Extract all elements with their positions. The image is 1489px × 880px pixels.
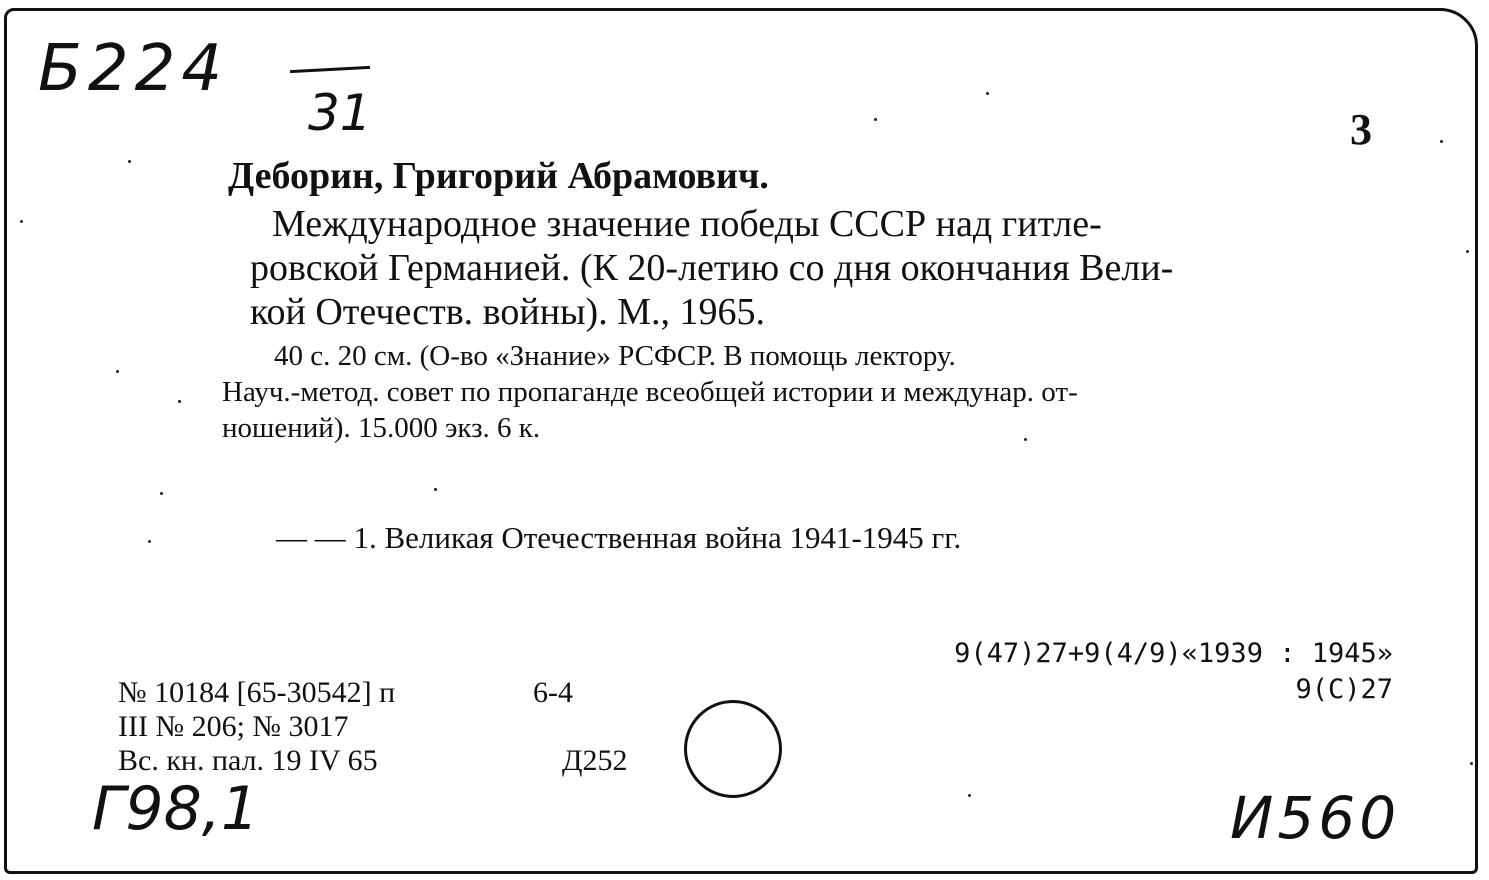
classification-line: 9(С)27: [1295, 674, 1393, 705]
record-line: III № 206; № 3017: [118, 710, 349, 743]
classification-line: 9(47)27+9(4/9)«1939 : 1945»: [954, 638, 1393, 669]
scan-speck: [20, 220, 23, 223]
record-code: 6-4: [533, 676, 573, 709]
description-line: 40 с. 20 см. (О-во «Знание» РСФСР. В помощь лектору.: [274, 340, 956, 372]
d-code: Д252: [562, 744, 628, 777]
scan-speck: [968, 794, 971, 797]
title-line: кой Отечеств. войны). М., 1965.: [250, 291, 766, 333]
author-heading: Деборин, Григорий Абрамович.: [228, 155, 769, 197]
handwritten-shelf-mark-bottom: 31: [308, 84, 372, 142]
scan-speck: [1440, 140, 1443, 143]
record-info: [118, 676, 395, 778]
title-line: Международное значение победы СССР над гитле-: [272, 203, 1102, 245]
handwritten-note-bottom-right: И560: [1230, 784, 1401, 852]
physical-description: [222, 338, 1392, 446]
scan-speck: [128, 160, 131, 163]
scan-speck: [116, 370, 119, 373]
description-line: Науч.-метод. совет по пропаганде всеобщей истории и междунар. от-: [222, 376, 1078, 408]
scan-speck: [874, 118, 877, 121]
handwritten-note-bottom-left: Г98,1: [92, 774, 260, 844]
scan-speck: [178, 400, 181, 403]
scan-speck: [434, 488, 437, 491]
scan-speck: [148, 540, 151, 543]
circle-stamp-mark: [684, 700, 782, 798]
title-block: [250, 202, 1390, 334]
classification-index: [954, 636, 1393, 708]
title-line: ровской Германией. (К 20-летию со дня окончания Вели-: [250, 247, 1174, 289]
scan-speck: [1470, 762, 1473, 765]
record-line: Вс. кн. пал. 19 IV 65: [118, 744, 378, 777]
scan-speck: [1466, 250, 1469, 253]
scan-speck: [1024, 438, 1027, 441]
scan-speck: [986, 92, 989, 95]
handwritten-shelf-mark-top: Б224: [38, 32, 229, 106]
scan-speck: [160, 492, 163, 495]
card-number: 3: [1350, 105, 1372, 154]
record-line: № 10184 [65-30542] п: [118, 676, 396, 709]
subject-heading: — — 1. Великая Отечественная война 1941-1945 гг.: [276, 520, 962, 555]
description-line: ношений). 15.000 экз. 6 к.: [222, 412, 541, 444]
